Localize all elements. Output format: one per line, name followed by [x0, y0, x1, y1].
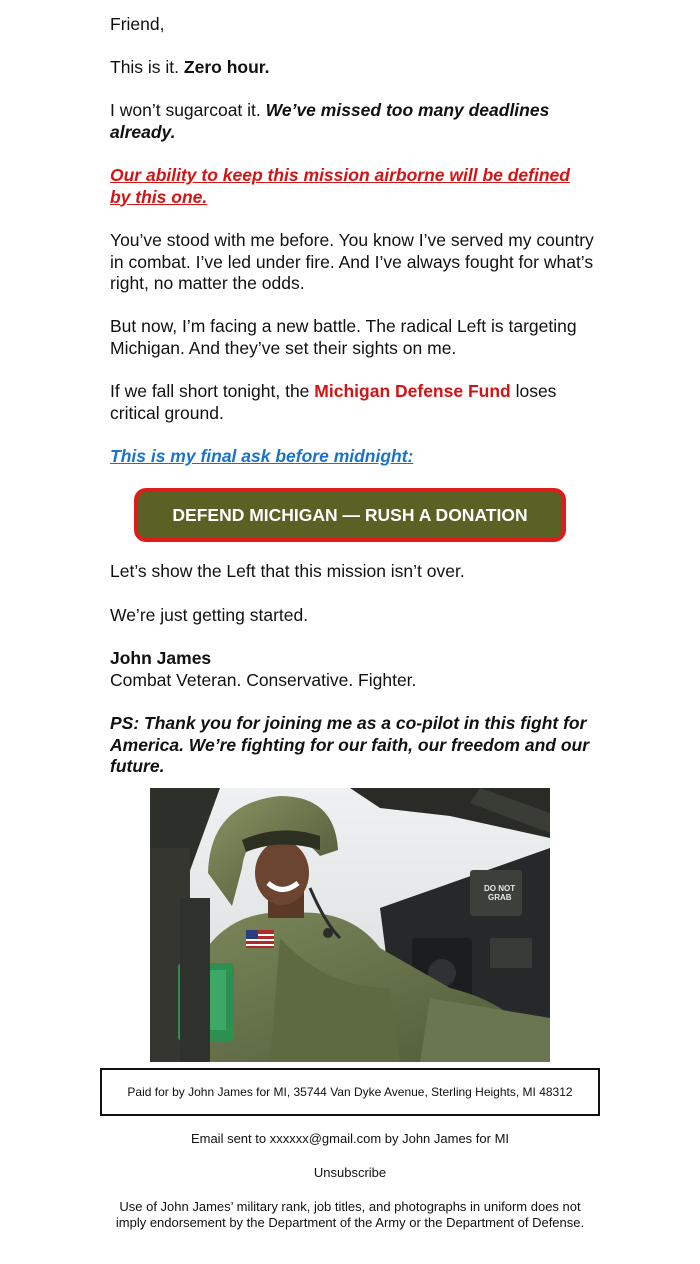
cockpit-label-line2: GRAB	[488, 893, 512, 902]
deadlines-emphasis: We’ve missed too many deadlines already.	[110, 100, 550, 142]
signature-title: Combat Veteran. Conservative. Fighter.	[110, 669, 417, 690]
pilot-cockpit-photo[interactable]	[150, 788, 550, 1062]
show-the-left-line: Let’s show the Left that this mission isn’t over.	[110, 561, 465, 581]
fall-short-lead: If we fall short tonight, the	[110, 381, 310, 401]
new-battle-paragraph: But now, I’m facing a new battle. The radical Left is targeting Michigan. And they’ve set their sights on me.	[110, 316, 577, 358]
cockpit-label-line1: DO NOT	[484, 884, 516, 893]
fall-short-tail: loses critical ground.	[110, 381, 557, 423]
endorsement-disclaimer: Use of John James’ military rank, job titles, and photographs in uniform does not imply endorsement by the Department of the Army or the Department of Defense.	[115, 1199, 585, 1230]
signature-name: John James	[110, 648, 212, 668]
sugarcoat-line	[110, 100, 590, 143]
unsubscribe-link[interactable]: Unsubscribe	[313, 1165, 387, 1180]
zero-hour-lead: This is it.	[110, 57, 180, 77]
greeting: Friend,	[110, 14, 165, 34]
sugarcoat-lead: I won’t sugarcoat it.	[110, 100, 261, 120]
email-sent-notice: Email sent to xxxxxx@gmail.com by John James for MI	[190, 1131, 510, 1146]
signature	[110, 648, 416, 691]
defense-fund-name: Michigan Defense Fund	[314, 381, 511, 401]
final-ask-link[interactable]: This is my final ask before midnight:	[110, 446, 414, 466]
zero-hour-bold: Zero hour.	[183, 57, 270, 77]
zero-hour-line	[110, 57, 269, 79]
postscript: PS: Thank you for joining me as a co-pilot in this fight for America. We’re fighting for our faith, our freedom and our future.	[110, 713, 590, 776]
mission-airborne-link[interactable]: Our ability to keep this mission airborne will be defined by this one.	[110, 165, 570, 207]
paid-for-disclaimer-box: Paid for by John James for MI, 35744 Van Dyke Avenue, Sterling Heights, MI 48312	[100, 1068, 600, 1116]
donate-button[interactable]: DEFEND MICHIGAN — RUSH A DONATION	[134, 488, 566, 542]
getting-started-line: We’re just getting started.	[110, 605, 309, 625]
pilot-photo-illustration	[150, 788, 550, 1062]
fall-short-paragraph	[110, 381, 595, 424]
stood-with-me-paragraph: You’ve stood with me before. You know I’ve served my country in combat. I’ve led under fire. And I’ve always fought for what’s right, no matter the odds.	[110, 230, 594, 293]
